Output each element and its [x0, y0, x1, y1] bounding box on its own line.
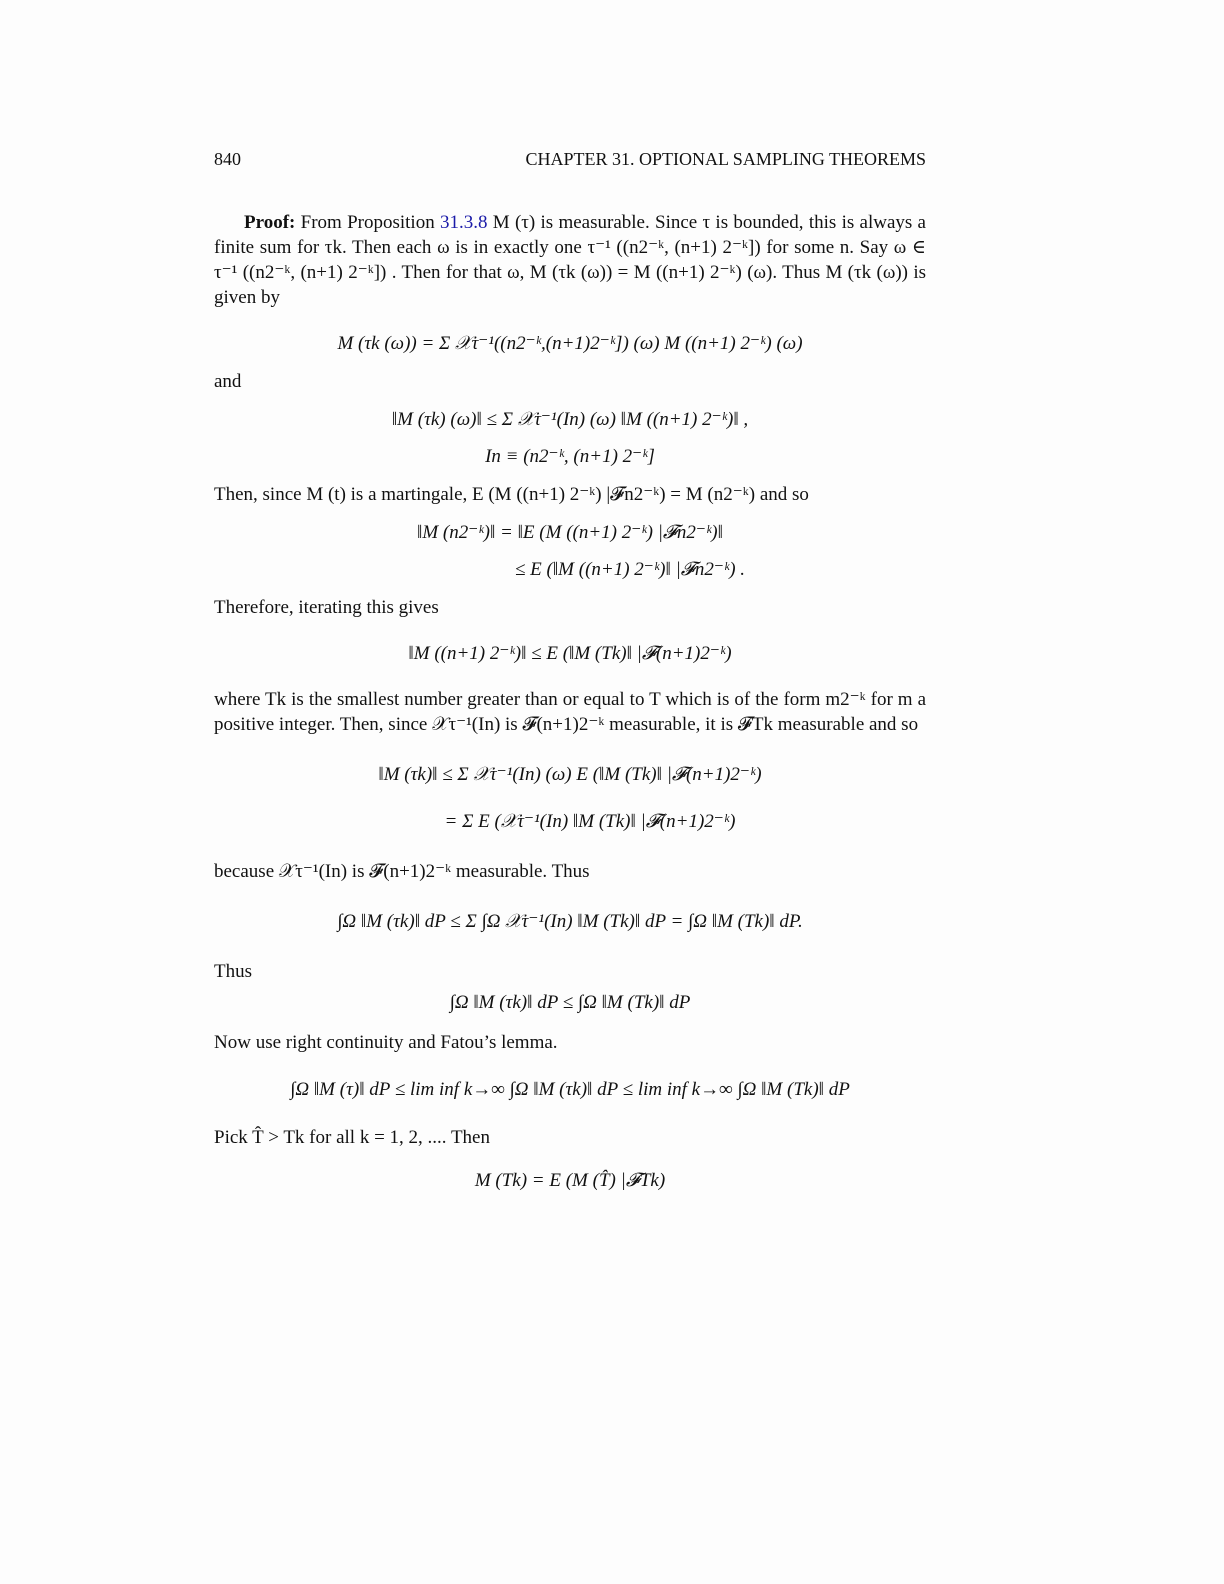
proof-text-rest: M (τ) is measurable. Since τ is bounded, this is always a finite sum for τk. Then each ω is in exactly one τ⁻¹ ((n2⁻ᵏ, (n+1) 2⁻ᵏ]) for some n. Say ω ∈ τ⁻¹ ((n2⁻ᵏ, (n+1) 2⁻ᵏ]) . Then for that ω, M (τk (ω)) = M ((n+1) 2⁻ᵏ) (ω). Thus M (τk (ω)) is given by [214, 212, 926, 308]
equation-1-text: M (τk (ω)) = Σ 𝒳τ⁻¹((n2⁻ᵏ,(n+1)2⁻ᵏ]) (ω) M ((n+1) 2⁻ᵏ) (ω) [337, 333, 803, 354]
text-and: and [214, 371, 242, 392]
page-header [214, 140, 926, 178]
text-thus: Thus [214, 961, 252, 982]
equation-5b: = Σ E (𝒳τ⁻¹(In) ‖M (Tk)‖ |𝓕(n+1)2⁻ᵏ) [444, 811, 736, 832]
equation-3b: ≤ E (‖M ((n+1) 2⁻ᵏ)‖ |𝓕n2⁻ᵏ) . [514, 559, 746, 580]
chapter-title: CHAPTER 31. OPTIONAL SAMPLING THEOREMS [525, 149, 926, 169]
equation-6-text: ∫Ω ‖M (τk)‖ dP ≤ Σ ∫Ω 𝒳τ⁻¹(In) ‖M (Tk)‖ dP = ∫Ω ‖M (Tk)‖ dP. [337, 911, 803, 932]
equation-9-text: M (Tk) = E (M (T̂) |𝓕Tk) [474, 1170, 666, 1191]
equation-9 [214, 1170, 926, 1192]
page [214, 140, 926, 1212]
proof-label: Proof: [244, 212, 296, 233]
equation-8-text: ∫Ω ‖M (τ)‖ dP ≤ lim inf k→∞ ∫Ω ‖M (τk)‖ dP ≤ lim inf k→∞ ∫Ω ‖M (Tk)‖ dP [290, 1079, 850, 1100]
equation-3 [214, 521, 926, 581]
equation-7 [214, 992, 926, 1014]
text-because: because 𝒳τ⁻¹(In) is 𝓕(n+1)2⁻ᵏ measurable. Thus [214, 861, 590, 882]
text-pick: Pick T̂ > Tk for all k = 1, 2, .... Then [214, 1127, 490, 1148]
text-fatou: Now use right continuity and Fatou’s lemma. [214, 1032, 558, 1053]
proposition-link[interactable]: 31.3.8 [440, 212, 488, 233]
equation-8 [214, 1079, 926, 1101]
text-iterating: Therefore, iterating this gives [214, 597, 439, 618]
page-number: 840 [214, 149, 241, 169]
equation-4 [214, 642, 926, 665]
equation-2a: ‖M (τk) (ω)‖ ≤ Σ 𝒳τ⁻¹(In) (ω) ‖M ((n+1) 2⁻ᵏ)‖ , [391, 409, 749, 430]
proof-paragraph [214, 210, 926, 310]
equation-3a: ‖M (n2⁻ᵏ)‖ = ‖E (M ((n+1) 2⁻ᵏ) |𝓕n2⁻ᵏ)‖ [417, 522, 723, 543]
text-where: where Tk is the smallest number greater than or equal to T which is of the form m2⁻ᵏ for m a positive integer. Then, since 𝒳τ⁻¹(In) is 𝓕(n+1)2⁻ᵏ measurable, it is 𝓕Tk measurable and so [214, 689, 926, 735]
equation-6 [214, 910, 926, 933]
equation-1 [214, 332, 926, 355]
equation-5 [214, 763, 926, 833]
text-martingale: Then, since M (t) is a martingale, E (M ((n+1) 2⁻ᵏ) |𝓕n2⁻ᵏ) = M (n2⁻ᵏ) and so [214, 484, 809, 505]
equation-2b: In ≡ (n2⁻ᵏ, (n+1) 2⁻ᵏ] [485, 446, 655, 467]
equation-5a: ‖M (τk)‖ ≤ Σ 𝒳τ⁻¹(In) (ω) E (‖M (Tk)‖ |𝓕(n+1)2⁻ᵏ) [378, 764, 762, 785]
equation-7-text: ∫Ω ‖M (τk)‖ dP ≤ ∫Ω ‖M (Tk)‖ dP [449, 992, 691, 1013]
equation-2 [214, 408, 926, 468]
proof-text-start: From Proposition [295, 212, 440, 233]
equation-4-text: ‖M ((n+1) 2⁻ᵏ)‖ ≤ E (‖M (Tk)‖ |𝓕(n+1)2⁻ᵏ) [408, 643, 732, 664]
